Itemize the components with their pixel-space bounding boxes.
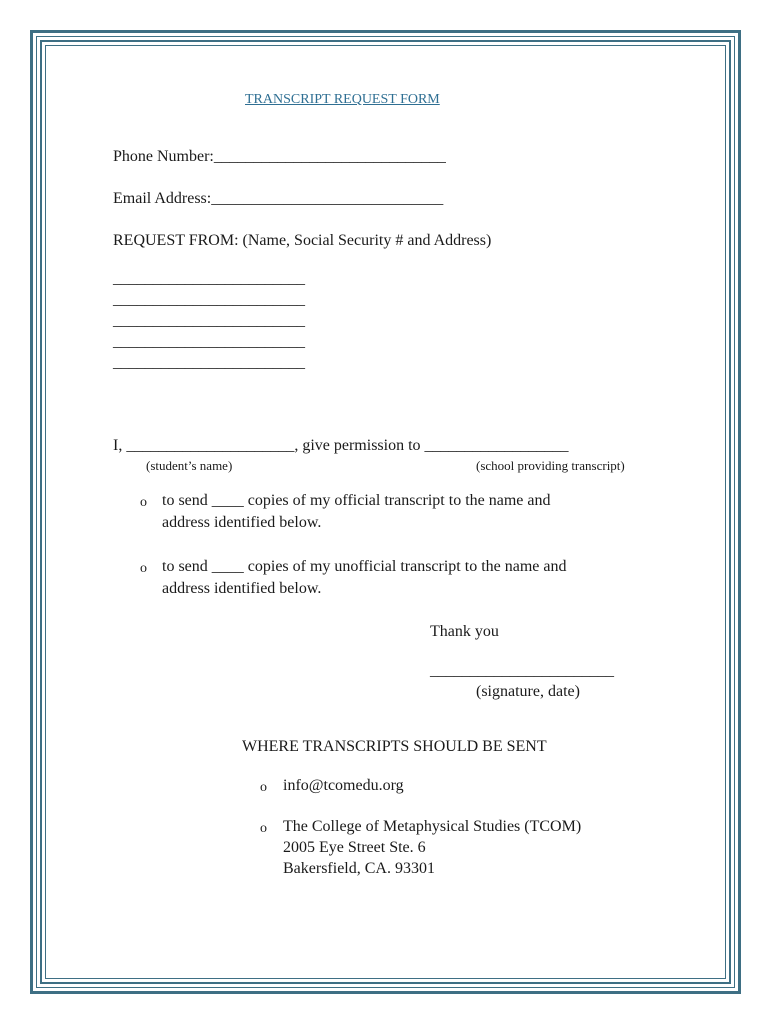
thank-you-text: Thank you	[430, 623, 499, 640]
student-name-caption: (student’s name)	[146, 458, 233, 473]
destination-bullet-icon: o	[260, 780, 267, 795]
option-bullet-icon[interactable]: o	[140, 561, 147, 576]
official-copies-option: to send ____ copies of my official transcript to the name and	[162, 492, 551, 509]
unofficial-copies-option: to send ____ copies of my unofficial transcript to the name and	[162, 558, 567, 575]
destination-college-name: The College of Metaphysical Studies (TCOM)	[283, 818, 582, 835]
destination-heading: WHERE TRANSCRIPTS SHOULD BE SENT	[242, 738, 547, 755]
request-blank-line[interactable]: ________________________	[113, 270, 305, 287]
destination-city: Bakersfield, CA. 93301	[283, 860, 435, 877]
phone-number-field[interactable]: Phone Number:_____________________________	[113, 148, 446, 165]
signature-line[interactable]: _______________________	[430, 662, 614, 679]
request-blank-line[interactable]: ________________________	[113, 354, 305, 371]
destination-bullet-icon: o	[260, 821, 267, 836]
school-caption: (school providing transcript)	[476, 458, 625, 473]
destination-email[interactable]: info@tcomedu.org	[283, 777, 404, 794]
destination-street: 2005 Eye Street Ste. 6	[283, 839, 426, 856]
request-blank-line[interactable]: ________________________	[113, 312, 305, 329]
request-blank-line[interactable]: ________________________	[113, 333, 305, 350]
signature-caption: (signature, date)	[476, 683, 580, 700]
email-address-field[interactable]: Email Address:_____________________________	[113, 190, 444, 207]
official-copies-option-cont: address identified below.	[162, 514, 322, 531]
permission-line[interactable]: I, _____________________, give permission to __________________	[113, 437, 569, 454]
unofficial-copies-option-cont: address identified below.	[162, 580, 322, 597]
request-from-label: REQUEST FROM: (Name, Social Security # and Address)	[113, 232, 492, 249]
option-bullet-icon[interactable]: o	[140, 495, 147, 510]
request-blank-line[interactable]: ________________________	[113, 291, 305, 308]
form-title: TRANSCRIPT REQUEST FORM	[245, 92, 440, 107]
